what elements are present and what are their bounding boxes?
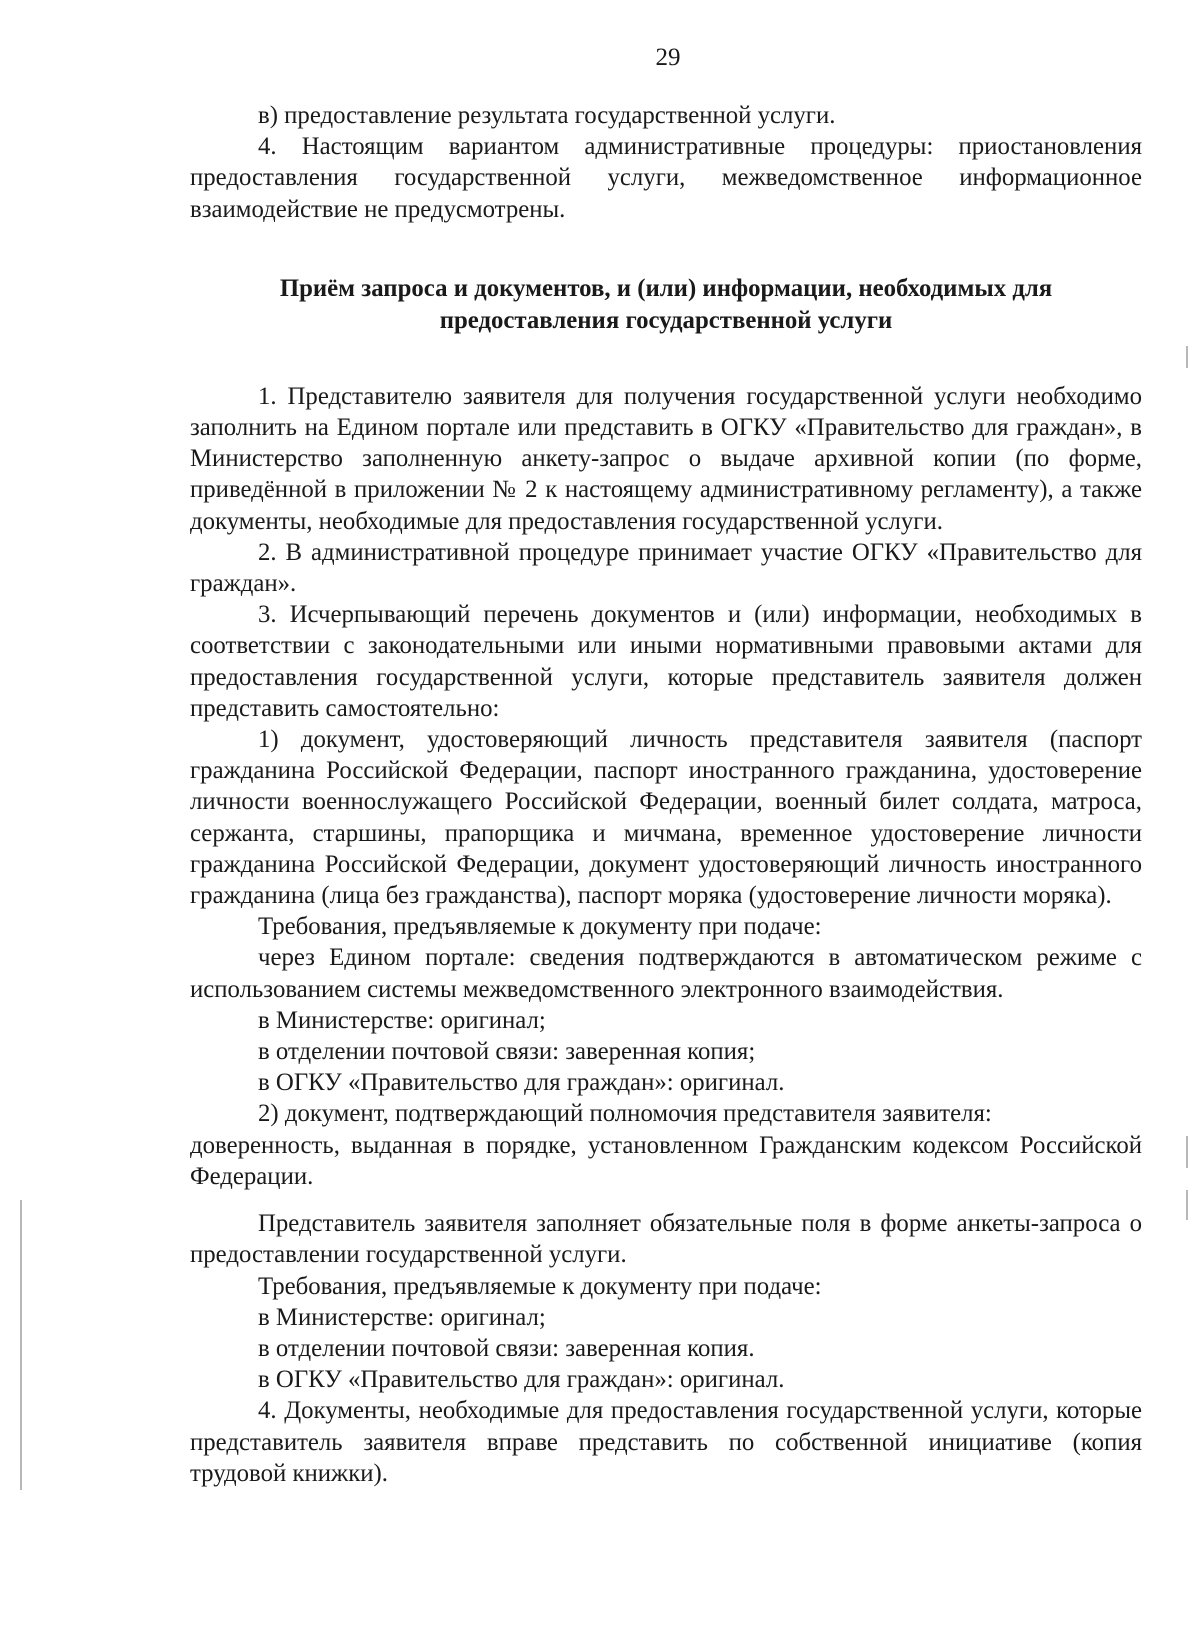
paragraph-subitem-1: 1) документ, удостоверяющий личность представителя заявителя (паспорт гражданина Российской Федерации, паспорт иностранного гражданина, удостоверение личности военнослужащего Российской Федерации, военный билет солдата, матроса, сержанта, старшины, прапорщика и мичмана, временное удостоверение личности гражданина Российской Федерации, документ удостоверяющий личность иностранного гражданина (лица без гражданства), паспорт моряка (удостоверение личности моряка). bbox=[190, 726, 1142, 910]
paragraph-item-1: 1. Представителю заявителя для получения государственной услуги необходимо заполнить на Едином портале или представить в ОГКУ «Правительство для граждан», в Министерство заполненную анкету-запрос о выдаче архивной копии (по форме, приведённой в приложении № 2 к настоящему административному регламенту), а также документы, необходимые для предоставления государственной услуги. bbox=[190, 382, 1142, 535]
scan-margin-mark bbox=[1186, 346, 1188, 368]
paragraph-ogku-2: в ОГКУ «Правительство для граждан»: оригинал. bbox=[258, 1366, 785, 1394]
scan-margin-mark bbox=[1186, 1190, 1188, 1220]
section-heading: Приём запроса и документов, и (или) информации, необходимых для предоставления государственной услуги bbox=[279, 274, 1053, 334]
paragraph-item-3: 3. Исчерпывающий перечень документов и (или) информации, необходимых в соответствии с законодательными или иными нормативными правовыми актами для предоставления государственной услуги, которые представитель заявителя должен представить самостоятельно: bbox=[190, 601, 1142, 722]
paragraph-item-2: 2. В административной процедуре принимает участие ОГКУ «Правительство для граждан». bbox=[190, 538, 1142, 598]
paragraph-form-fields: Представитель заявителя заполняет обязательные поля в форме анкеты-запроса о предоставлении государственной услуги. bbox=[190, 1210, 1142, 1269]
paragraph-intro-2: 4. Настоящим вариантом административные процедуры: приостановления предоставления государственной услуги, межведомственное информационное взаимодействие не предусмотрены. bbox=[190, 133, 1142, 223]
scan-margin-mark bbox=[1186, 1136, 1188, 1168]
paragraph-item-4: 4. Документы, необходимые для предоставления государственной услуги, которые представитель заявителя вправе представить по собственной инициативе (копия трудовой книжки). bbox=[190, 1397, 1142, 1487]
document-body bbox=[190, 100, 1142, 1489]
paragraph-ministry-2: в Министерстве: оригинал; bbox=[258, 1303, 546, 1331]
paragraph-post-2: в отделении почтовой связи: заверенная копия. bbox=[258, 1334, 755, 1362]
paragraph-requirements-2: Требования, предъявляемые к документу при подаче: bbox=[258, 1272, 822, 1300]
scan-margin-mark bbox=[20, 1200, 22, 1490]
paragraph-power-of-attorney: доверенность, выданная в порядке, установленном Гражданским кодексом Российской Федерации. bbox=[190, 1131, 1142, 1190]
paragraph-intro-1: в) предоставление результата государственной услуги. bbox=[258, 102, 836, 129]
paragraph-subitem-2: 2) документ, подтверждающий полномочия представителя заявителя: bbox=[258, 1100, 992, 1128]
paragraph-portal: через Едином портале: сведения подтверждаются в автоматическом режиме с использованием системы межведомственного электронного взаимодействия. bbox=[190, 944, 1142, 1003]
paragraph-requirements-1: Требования, предъявляемые к документу при подаче: bbox=[258, 913, 822, 941]
paragraph-ministry-1: в Министерстве: оригинал; bbox=[258, 1006, 546, 1034]
page-number: 29 bbox=[655, 44, 681, 71]
paragraph-post-1: в отделении почтовой связи: заверенная копия; bbox=[258, 1038, 756, 1066]
paragraph-ogku-1: в ОГКУ «Правительство для граждан»: оригинал. bbox=[258, 1069, 785, 1097]
